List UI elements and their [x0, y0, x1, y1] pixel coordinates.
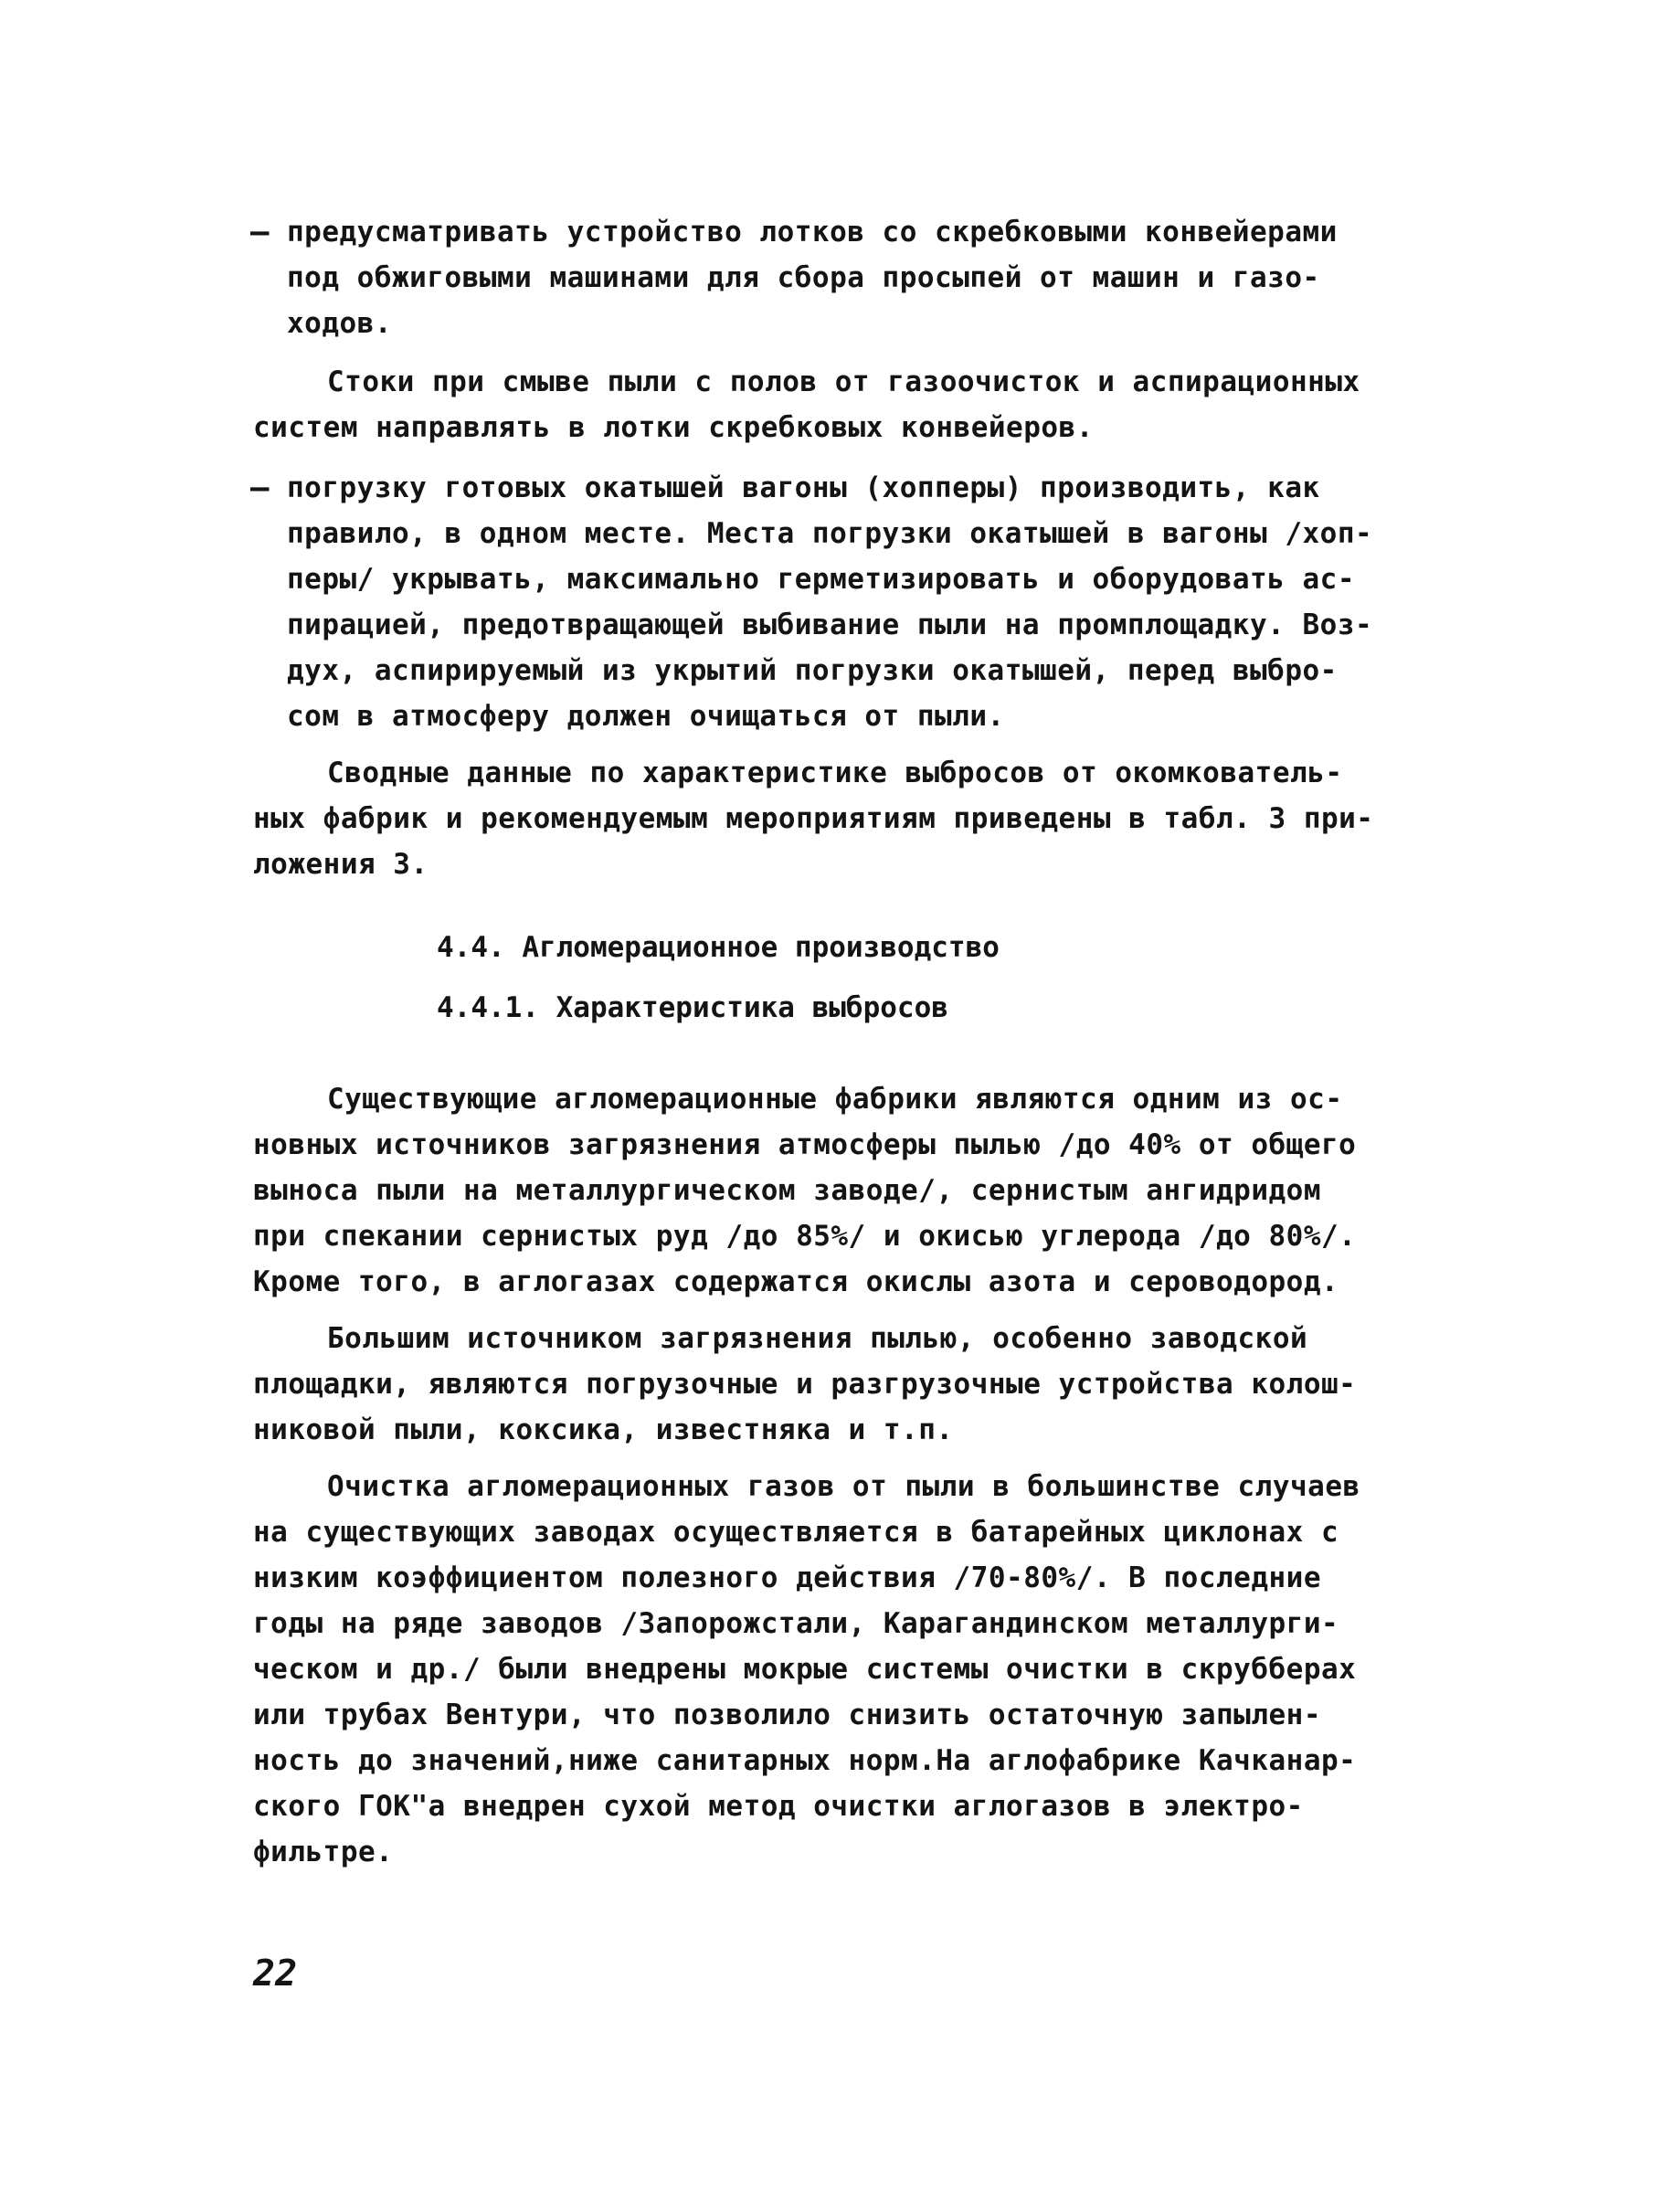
text-line: ность до значений,ниже санитарных норм.На аглофабрике Качканар- — [253, 1744, 1357, 1777]
text-line: или трубах Вентури, что позволило снизить остаточную запылен- — [253, 1699, 1321, 1731]
text-line: погрузку готовых окатышей вагоны (хопперы) производить, как — [287, 471, 1320, 504]
text-line: ского ГОК"а внедрен сухой метод очистки аглогазов в электро- — [253, 1790, 1304, 1823]
text-line: при спекании сернистых руд /до 85%/ и окисью углерода /до 80%/. — [253, 1220, 1357, 1253]
list-bullet: – — [250, 214, 270, 250]
text-line: ческом и др./ были внедрены мокрые системы очистки в скрубберах — [253, 1653, 1357, 1686]
text-line: низким коэффициентом полезного действия /70-80%/. В последние — [253, 1561, 1321, 1594]
text-line: Очистка агломерационных газов от пыли в большинстве случаев — [327, 1470, 1360, 1503]
text-line: пирацией, предотвращающей выбивание пыли на промплощадку. Воз- — [287, 609, 1373, 641]
text-line: Кроме того, в аглогазах содержатся окислы азота и сероводород. — [253, 1265, 1339, 1298]
text-line: ложения 3. — [253, 848, 429, 881]
text-line: на существующих заводах осуществляется в батарейных циклонах с — [253, 1516, 1339, 1549]
text-line: никовой пыли, коксика, известняка и т.п. — [253, 1413, 954, 1446]
subsection-heading: 4.4.1. Характеристика выбросов — [437, 991, 948, 1024]
text-line: фильтре. — [253, 1836, 394, 1868]
text-line: новных источников загрязнения атмосферы пылью /до 40% от общего — [253, 1128, 1357, 1161]
page-number: 22 — [253, 1953, 298, 1995]
text-line: выноса пыли на металлургическом заводе/, сернистым ангидридом — [253, 1174, 1321, 1207]
text-line: дух, аспирируемый из укрытий погрузки окатышей, перед выбро- — [287, 654, 1338, 687]
text-line: под обжиговыми машинами для сбора просыпей от машин и газо- — [287, 261, 1320, 294]
list-bullet: – — [250, 470, 270, 506]
text-line: ходов. — [287, 307, 392, 340]
section-heading: 4.4. Агломерационное производство — [437, 931, 1000, 964]
text-line: Существующие агломерационные фабрики являются одним из ос- — [327, 1083, 1343, 1116]
text-line: Сводные данные по характеристике выбросов от окомкователь- — [327, 757, 1343, 789]
text-line: предусматривать устройство лотков со скребковыми конвейерами — [287, 216, 1338, 249]
text-line: перы/ укрывать, максимально герметизировать и оборудовать ас- — [287, 563, 1355, 596]
text-line: годы на ряде заводов /Запорожстали, Карагандинском металлурги- — [253, 1607, 1339, 1640]
text-line: Большим источником загрязнения пылью, особенно заводской — [327, 1322, 1308, 1355]
text-line: систем направлять в лотки скребковых конвейеров. — [253, 411, 1094, 444]
text-line: Стоки при смыве пыли с полов от газоочисток и аспирационных — [327, 365, 1360, 398]
text-line: сом в атмосферу должен очищаться от пыли. — [287, 700, 1005, 733]
text-line: площадки, являются погрузочные и разгрузочные устройства колош- — [253, 1368, 1357, 1401]
text-line: ных фабрик и рекомендуемым мероприятиям приведены в табл. 3 при- — [253, 802, 1374, 835]
text-line: правило, в одном месте. Места погрузки окатышей в вагоны /хоп- — [287, 517, 1373, 550]
